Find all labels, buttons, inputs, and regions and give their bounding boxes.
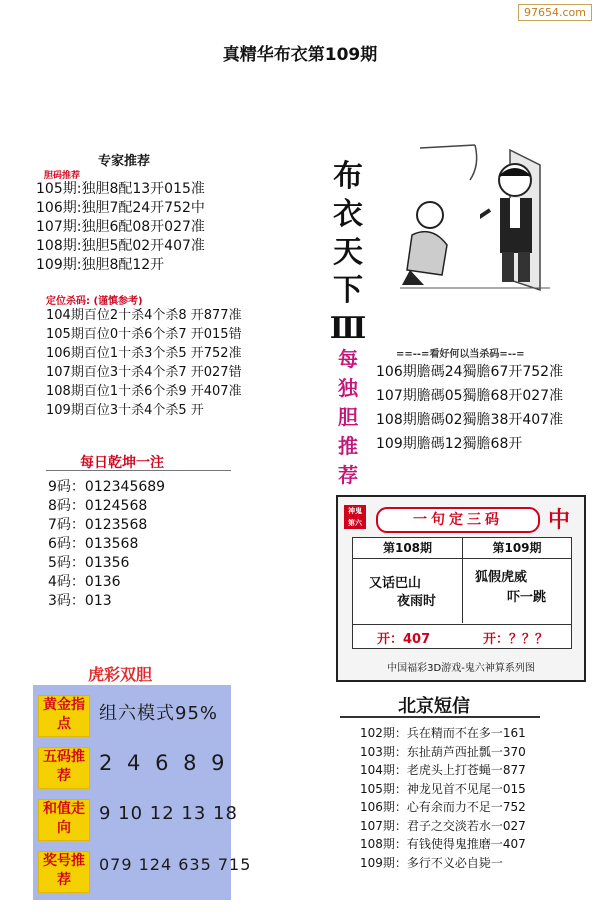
expert-subheading: 胆码推荐 bbox=[44, 171, 81, 181]
expert-line: 108期:独胆5配02开407准 bbox=[36, 238, 205, 254]
yiju-riddle2b: 吓一跳 bbox=[507, 590, 547, 605]
beijing-line: 104期：老虎头上打苍蝇一877 bbox=[360, 763, 526, 777]
beijing-line: 106期：心有余而力不足一752 bbox=[360, 800, 526, 814]
dudan-line: 108期膽碼02獨膽38开407准 bbox=[376, 412, 564, 428]
daily-line: 5码：01356 bbox=[48, 555, 130, 571]
huca-label: 和值走向 bbox=[38, 799, 90, 841]
huca-panel bbox=[33, 685, 252, 900]
daily-line: 7码：0123568 bbox=[48, 517, 148, 533]
huca-row bbox=[33, 847, 252, 895]
daily-divider bbox=[46, 470, 231, 471]
yiju-panel bbox=[336, 495, 586, 682]
site-watermark: 97654.com bbox=[518, 4, 592, 21]
dudan-heading: ==--=看好何以当杀码=--= bbox=[396, 349, 525, 360]
kill-line: 104期百位2十杀4个杀8 开877准 bbox=[46, 308, 242, 323]
huca-heading: 虎彩双胆 bbox=[88, 665, 153, 684]
dudan-line: 106期膽碼24獨膽67开752准 bbox=[376, 364, 564, 380]
yiju-col1: 第108期 bbox=[353, 538, 463, 559]
beijing-list bbox=[360, 724, 526, 872]
buyi-char: 天 bbox=[333, 235, 363, 270]
kill-line: 106期百位1十杀3个杀5 开752准 bbox=[46, 346, 242, 361]
expert-list bbox=[36, 180, 205, 275]
expert-heading: 专家推荐 bbox=[98, 154, 151, 169]
daily-line: 9码：012345689 bbox=[48, 479, 166, 495]
huca-label: 奖号推荐 bbox=[38, 851, 90, 893]
yiju-divider bbox=[353, 624, 571, 625]
beijing-line: 109期：多行不义必自毙一 bbox=[360, 855, 503, 870]
yiju-badge: 神鬼 第六 bbox=[344, 505, 366, 529]
dudan-char: 荐 bbox=[338, 463, 358, 487]
dudan-vertical-label bbox=[334, 345, 362, 490]
beijing-line: 105期：神龙见首不见尾一015 bbox=[360, 781, 526, 796]
expert-line: 109期:独胆8配12开 bbox=[36, 257, 165, 273]
yiju-col2: 第109期 bbox=[463, 538, 571, 559]
expert-line: 105期:独胆8配13开015准 bbox=[36, 181, 205, 197]
dudan-char: 胆 bbox=[338, 405, 358, 429]
yiju-footer: 中国福彩3D游戏-鬼六神算系列图 bbox=[387, 663, 535, 674]
daily-heading: 每日乾坤一注 bbox=[80, 455, 164, 471]
dudan-char: 每 bbox=[338, 347, 358, 371]
kill-list bbox=[46, 306, 242, 420]
yiju-open2: 开：？？？ bbox=[483, 632, 549, 647]
huca-label: 五码推荐 bbox=[38, 747, 90, 789]
yiju-table bbox=[352, 537, 572, 649]
huca-label: 黄金指点 bbox=[38, 695, 90, 737]
page-title: 真精华布衣第109期 bbox=[222, 45, 378, 65]
dudan-char: 独 bbox=[338, 376, 358, 400]
daily-line: 3码：013 bbox=[48, 593, 112, 609]
huca-value: 2 4 6 8 9 bbox=[99, 751, 229, 775]
yiju-riddle1b: 夜雨时 bbox=[397, 594, 437, 609]
huca-row bbox=[33, 691, 231, 739]
yiju-riddle1a: 又话巴山 bbox=[369, 576, 422, 591]
daily-line: 6码：013568 bbox=[48, 536, 139, 552]
daily-line: 8码：0124568 bbox=[48, 498, 148, 514]
huca-row bbox=[33, 743, 231, 791]
daily-list bbox=[48, 478, 165, 611]
daily-line: 4码：0136 bbox=[48, 574, 121, 590]
buyi-vertical-title bbox=[328, 158, 368, 348]
expert-line: 107期:独胆6配08开027准 bbox=[36, 219, 205, 235]
yiju-riddle2a: 狐假虎威 bbox=[475, 570, 528, 585]
buyi-char: 布 bbox=[333, 159, 363, 194]
kill-line: 105期百位0十杀6个杀7 开015错 bbox=[46, 327, 242, 342]
dudan-line: 107期膽碼05獨膽68开027准 bbox=[376, 388, 564, 404]
kill-heading: 定位杀码: (谨慎参考) bbox=[46, 296, 143, 307]
kill-line: 108期百位1十杀6个杀9 开407准 bbox=[46, 384, 242, 399]
huca-value: 组六模式95% bbox=[99, 703, 219, 724]
yiju-open1: 开：407 bbox=[377, 632, 431, 647]
buyi-char: Ⅲ bbox=[329, 311, 367, 346]
expert-line: 106期:独胆7配24开752中 bbox=[36, 200, 205, 216]
kill-line: 107期百位3十杀4个杀7 开027错 bbox=[46, 365, 242, 380]
buyi-char: 衣 bbox=[333, 197, 363, 232]
huca-value: 079 124 635 715 bbox=[99, 855, 252, 874]
buyi-char: 下 bbox=[333, 273, 363, 308]
kill-line: 109期百位3十杀4个杀5 开 bbox=[46, 403, 204, 418]
beijing-heading: 北京短信 bbox=[398, 696, 470, 717]
beijing-divider bbox=[340, 716, 540, 718]
beijing-line: 102期：兵在精而不在多一161 bbox=[360, 726, 526, 740]
beijing-line: 103期：东扯葫芦西扯瓢一370 bbox=[360, 744, 526, 759]
huca-row bbox=[33, 795, 238, 843]
yiju-heading: 一句定三码 bbox=[376, 507, 540, 533]
dudan-list bbox=[376, 360, 563, 456]
beijing-line: 107期：君子之交淡若水一027 bbox=[360, 818, 526, 833]
zhong-icon: 中 bbox=[548, 508, 571, 533]
dudan-line: 109期膽碼12獨膽68开 bbox=[376, 436, 523, 452]
beijing-line: 108期：有钱使得鬼推磨一407 bbox=[360, 837, 526, 851]
huca-value: 9 10 12 13 18 bbox=[99, 803, 238, 824]
dudan-char: 推 bbox=[338, 434, 358, 458]
cartoon-illustration bbox=[390, 140, 560, 300]
